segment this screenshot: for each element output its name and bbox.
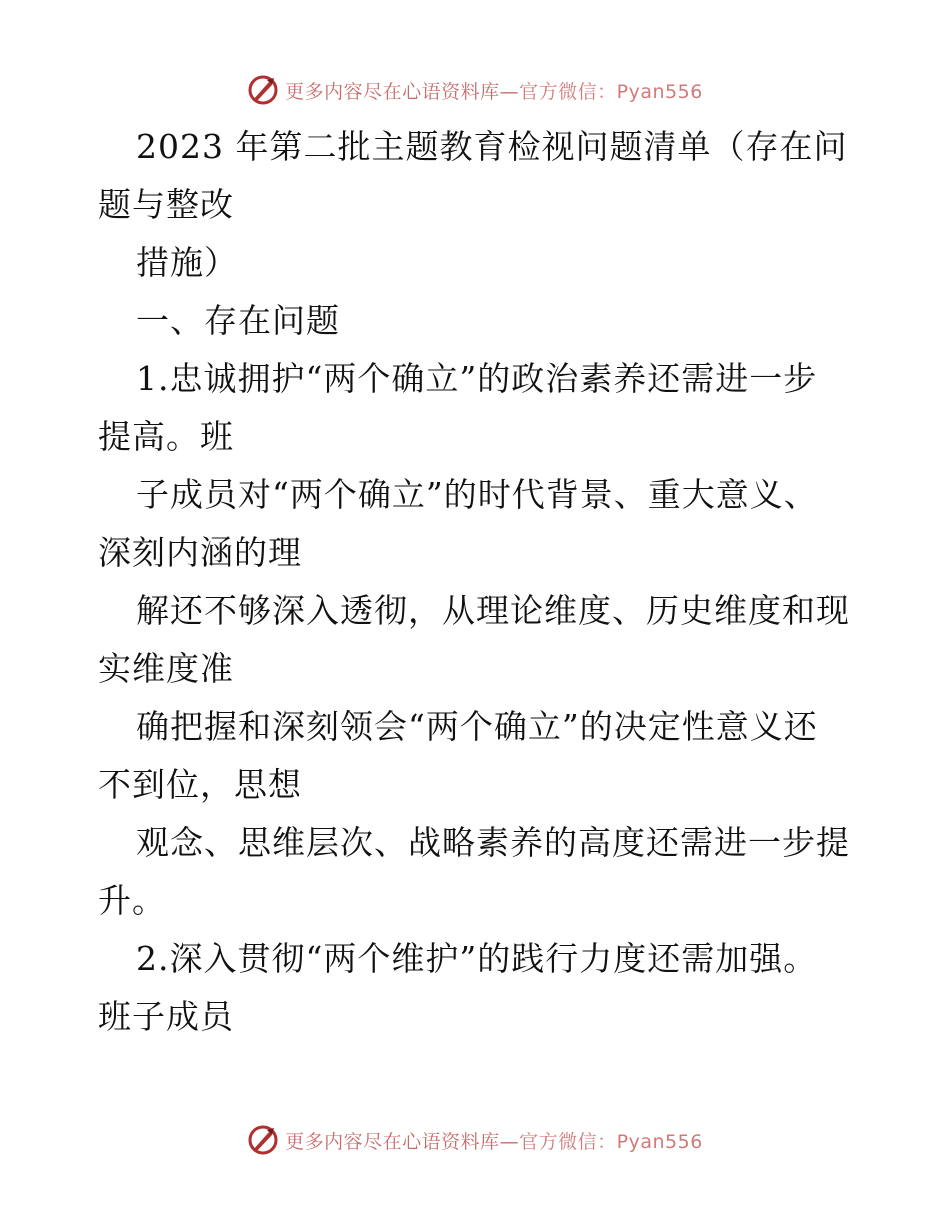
doc-title-line-2: 题与整改 [98,185,234,224]
paragraph-line: 观念、思维层次、战略素养的高度还需进一步提 [136,823,850,862]
paragraph-line: 实维度准 [98,649,234,688]
pen-circle-logo-icon [247,1124,279,1156]
paragraph-line: 不到位，思想 [98,765,302,804]
paragraph-line: 提高。班 [98,417,234,456]
header-watermark-banner [0,70,950,110]
watermark-text: 更多内容尽在心语资料库—官方微信：Pyan556 [285,1130,703,1153]
paragraph-line: 子成员对“两个确立”的时代背景、重大意义、 [136,475,818,514]
footer-watermark-banner [0,1120,950,1160]
doc-title-line-1: 2023 年第二批主题教育检视问题清单（存在问 [136,127,848,166]
doc-title-line-3: 措施） [136,243,238,282]
watermark-text: 更多内容尽在心语资料库—官方微信：Pyan556 [285,80,703,103]
watermark-content [247,74,703,106]
document-body [98,118,858,1046]
paragraph-line: 2.深入贯彻“两个维护”的践行力度还需加强。 [136,939,818,978]
paragraph-line: 解还不够深入透彻，从理论维度、历史维度和现 [136,591,850,630]
paragraph-line: 深刻内涵的理 [98,533,302,572]
pen-circle-logo-icon [247,74,279,106]
paragraph-line: 班子成员 [98,997,234,1036]
paragraph-line: 升。 [98,881,166,920]
paragraph-line: 确把握和深刻领会“两个确立”的决定性意义还 [136,707,818,746]
paragraph-line: 1.忠诚拥护“两个确立”的政治素养还需进一步 [136,359,818,398]
watermark-content [247,1124,703,1156]
section-heading: 一、存在问题 [136,301,340,340]
